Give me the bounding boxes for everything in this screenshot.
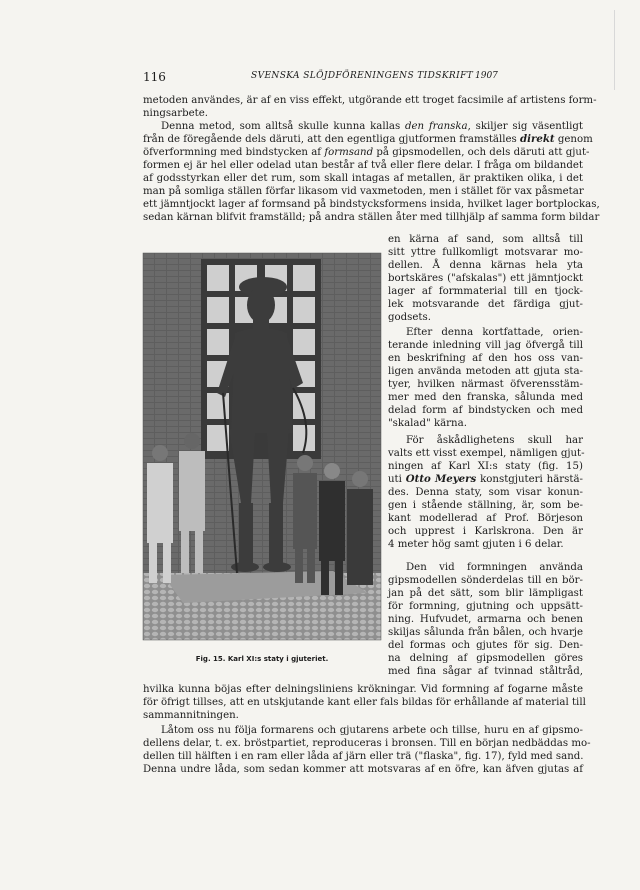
text-line: godsets. [388,312,431,323]
text-line: mer med den franska, sålunda med [388,392,583,403]
text-line: sitt yttre fullkomligt motsvarar mo- [388,247,583,258]
paragraph-2 [143,120,600,224]
text-line-with-emphasis: från de föregående dels däruti, att den egentliga gjutformen framställes direkt genom [143,133,593,145]
text-line: na delning af gipsmodellen göres [388,653,583,664]
text-line: af godsstyrkan eller det rum, som skall intagas af metallen, är praktiken olika, i det [143,173,583,184]
text-line: dellen. Å denna kärnas hela yta [388,260,583,271]
text-line: skiljas sålunda från bålen, och hvarje [388,627,583,638]
text-line: des. Denna staty, som visar konun- [388,487,583,498]
text-line: gipsmodellen sönderdelas till en bör- [388,575,583,586]
page-header [143,70,583,86]
text-line: valts ett visst exempel, nämligen gjut- [388,448,585,459]
text-line: Efter denna kortfattade, orien- [406,327,583,338]
text-line: för öfrigt tillses, att en utskjutande kant eller fals bildas för erhållande af material till [143,697,586,708]
text-line: sedan kärnan blifvit framställd; på andra ställen åter med tillhjälp af samma form bildar [143,212,600,223]
text-line-with-emphasis: öfverformning med bindstycken af formsand på gipsmodellen, och dels däruti att gjut- [143,147,590,158]
text-line: bortskäres ("afskalas") ett jämntjockt [388,273,583,284]
text-line: en kärna af sand, som alltså till [388,234,583,245]
text-line: kant modellerad af Prof. Börjeson [388,513,583,524]
text-line: sammannitningen. [143,710,239,721]
running-year: 1907 [475,71,498,81]
running-title: SVENSKA SLÖJDFÖRENINGENS TIDSKRIFT [251,71,474,81]
text-line: en beskrifning af den hos oss van- [388,353,583,364]
text-line: delad form af bindstycken och med [388,405,583,416]
text-line: lek motsvarande det färdiga gjut- [388,299,583,310]
text-line: dellen till hälften i en ram eller låda af järn eller trä ("flaska", fig. 17), fyld med sand. [143,751,584,762]
text-line: 4 meter hög samt gjuten i 6 delar. [388,539,564,550]
text-line-with-emphasis [143,120,583,133]
text-line: dellens delar, t. ex. bröstpartiet, reproduceras i bronsen. Till en början nedbäddas mo- [143,738,591,749]
text-line: formen ej är hel eller odelad utan består af två eller flere delar. I fråga om bildandet [143,160,583,171]
figure-15-photo [143,253,381,640]
text-line: lager af formmaterial till en tjock- [388,286,583,297]
text-line: gen i stående ställning, är, som be- [388,500,583,511]
text-line: och upprest i Karlskrona. Den är [388,526,583,537]
text-line: Denna metod, som alltså skulle kunna kallas den franska, skiljer sig väsentligt [161,121,584,132]
text-line: Låtom oss nu följa formarens och gjutarens arbete och tillse, huru en af gipsmo- [161,725,583,736]
text-line: tyer, hvilken närmast öfverensstäm- [388,379,583,390]
text-line: ligen använda metoden att gjuta sta- [388,366,583,377]
paragraph-4 [388,434,583,551]
text-line: metoden användes, är af en viss effekt, utgörande ett troget facsimile af artistens form- [143,95,597,106]
statue-photograph [143,253,381,640]
page-number: 116 [143,70,166,84]
paragraph-5-column [388,561,583,678]
scan-edge-line [614,10,615,90]
text-line: "skalad" kärna. [388,418,467,429]
paragraph-6 [143,724,591,776]
paragraph-1 [143,94,597,120]
text-line: terande inledning vill jag öfvergå till [388,340,583,351]
text-line: ningsarbete. [143,108,208,119]
text-line: hvilka kunna böjas efter delningsliniens krökningar. Vid formning af fogarne måste [143,684,583,695]
text-line: man på somliga ställen förfar likasom vid vaxmetoden, men i stället för vax påsmetar [143,186,584,197]
text-line: för formning, gjutning och uppsätt- [388,601,583,612]
paragraph-5-full [143,683,586,722]
text-line: jan på det sätt, som blir lämpligast [388,588,583,599]
text-line: med fina sågar af tvinnad ståltråd, [388,666,583,677]
figure-caption: Fig. 15. Karl XI:s staty i gjuteriet. [195,655,329,663]
text-line: ning. Hufvudet, armarna och benen [388,614,583,625]
text-line-with-emphasis: uti Otto Meyers konstgjuteri härstä- [388,473,583,485]
paragraph-3 [388,326,583,430]
text-line: del formas och gjutes för sig. Den- [388,640,583,651]
text-line: ett jämntjockt lager af formsand på bindstycksformens insida, hvilket lager bortplockas, [143,199,600,210]
text-line: För åskådlighetens skull har [406,435,583,446]
text-line: Den vid formningen använda [406,562,583,573]
paragraph-2-column [388,233,583,324]
text-line: ningen af Karl XI:s staty (fig. 15) [388,461,583,472]
text-line: Denna undre låda, som sedan kommer att motsvaras af en öfre, kan äfven gjutas af [143,764,583,775]
